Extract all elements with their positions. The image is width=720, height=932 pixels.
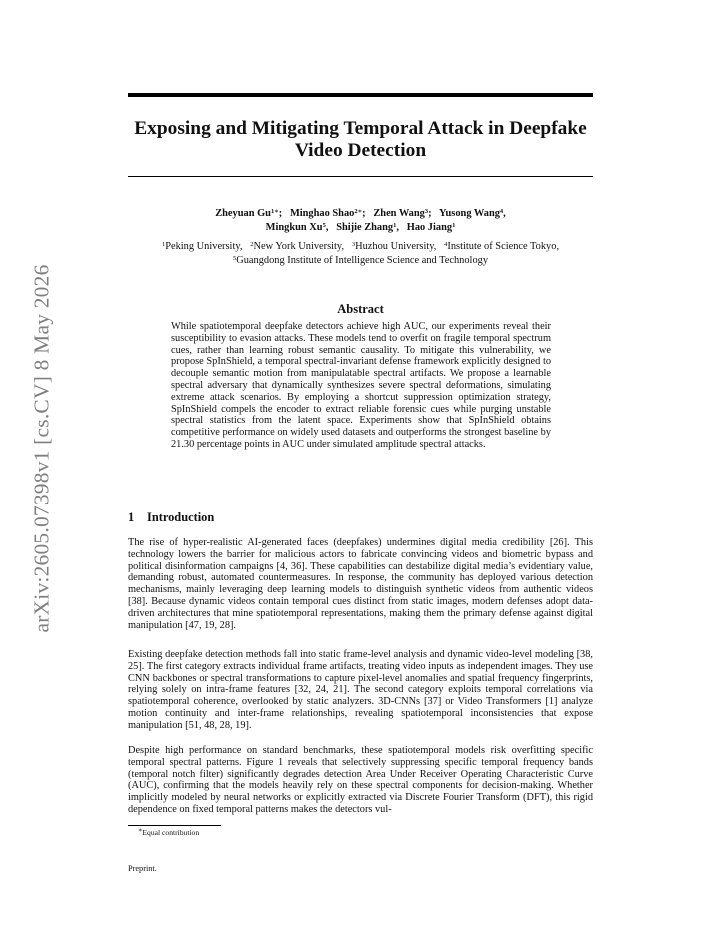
author-line-2: Mingkun Xu$^5$, Shijie Zhang$^1$, Hao Jiang$^1$ xyxy=(265,221,456,233)
affiliation-line-2 xyxy=(128,254,593,268)
affiliation: $^5$Guangdong Institute of Intelligence Science and Technology xyxy=(232,254,489,266)
footnote-rule xyxy=(128,825,221,826)
body-paragraph: Despite high performance on standard benchmarks, these spatiotemporal models risk overfitting specific temporal spectral patterns. Figure 1 reveals that selectively suppressing specific temporal frequency bands (temporal notch filter) significantly degrades detection Area Under Receiver Operating Characteristic Curve (AUC), confirming that the models heavily rely on these spectral components for decision-making. Whether implicitly modeled by neural networks or explicitly extracted via Discrete Fourier Transform (DFT), this rigid dependence on fixed temporal patterns makes the detectors vul- xyxy=(128,745,593,815)
title-line-2: Video Detection xyxy=(294,140,427,161)
author: Yusong Wang$^4$ xyxy=(438,208,504,219)
author: Minghao Shao$^{2∗}$ xyxy=(289,208,363,219)
body-paragraph: The rise of hyper-realistic AI-generated faces (deepfakes) undermines digital media credibility [26]. This technology lowers the barrier for malicious actors to fabricate convincing videos and biometric bypass and political disinformation campaigns [4, 36]. These capabilities can destabilize digital media’s evidentiary value, demanding robust, automated countermeasures. In response, the community has deployed various detection mechanisms, mainly leveraging deep learning models to distinguish synthetic videos from authentic videos [38]. Because dynamic videos contain temporal cues distinct from static images, modern defenses adopt data-driven architectures that mine spatiotemporal representations, making them the primary defense against digital manipulation [47, 19, 28]. xyxy=(128,537,593,631)
author-line-1: Zheyuan $Gu^{1∗}$; Minghao Shao$^{2∗}$; Zhen Wang$^3$; Yusong Wang$^4$, xyxy=(215,208,506,219)
paper-title xyxy=(128,118,593,162)
body-paragraph: Existing deepfake detection methods fall into static frame-level analysis and dynamic video-level modeling [38, 25]. The first category extracts individual frame artifacts, treating video inputs as independent images. They use CNN backbones or spectral transformations to capture pixel-level anomalies and spatial frequency fingerprints, relying solely on intra-frame features [32, 24, 21]. The second category exploits temporal correlations via spatiotemporal coherence, overlooked by static analyzers. 3D-CNNs [37] or Video Transformers [1] analyze motion continuity and inter-frame relationships, revealing spatiotemporal inconsistencies that expose manipulation [51, 48, 28, 19]. xyxy=(128,649,593,731)
author: Shijie Zhang$^1$ xyxy=(336,221,397,233)
footnote: ∗Equal contribution xyxy=(138,827,200,837)
arxiv-identifier-stamp: arXiv:2605.07398v1 [cs.CV] 8 May 2026 xyxy=(29,264,54,633)
title-line-1: Exposing and Mitigating Temporal Attack in Deepfake xyxy=(134,118,587,139)
affiliation: $^4$Institute of Science Tokyo xyxy=(444,241,557,252)
author: Zhen Wang$^3$ xyxy=(373,208,429,219)
abstract-heading: Abstract xyxy=(337,302,384,316)
affiliation: $^2$New York University xyxy=(250,241,342,252)
section-title: Introduction xyxy=(147,510,215,524)
affiliation-list xyxy=(128,240,593,267)
author: Zheyuan $Gu^{1∗}$ xyxy=(215,208,279,219)
section-heading xyxy=(128,510,214,525)
author: Hao Jiang$^1$ xyxy=(406,221,456,233)
footer-label: Preprint. xyxy=(128,864,157,873)
abstract-text: While spatiotemporal deepfake detectors achieve high AUC, our experiments reveal their susceptibility to evasion attacks. These models tend to overfit on fragile temporal spectrum cues, rather than learning robust semantic causality. To mitigate this vulnerability, we propose SpInShield, a temporal spectral-invariant defense framework explicitly designed to decouple semantic motion from manipulatable spectral artifacts. We propose a learnable spectral adversary that dynamically synthesizes severe spectral deformations, simulating extreme attack scenarios. By employing a shortcut suppression optimization strategy, SpInShield compels the encoder to extract reliable forensic cues while purging unstable spectral statistics from the latent space. Experiments show that SpInShield obtains competitive performance on widely used datasets and outperforms the strongest baseline by 21.30 percentage points in AUC under simulated amplitude spectral attacks. xyxy=(171,321,551,450)
affiliation: $^3$Huzhou University xyxy=(351,241,434,252)
affiliation: $^1$Peking University xyxy=(161,241,240,252)
author-list xyxy=(128,207,593,234)
author: Mingkun Xu$^5$ xyxy=(265,221,326,233)
affiliation-line-1: $^1$Peking University, $^2$New York University, $^3$Huzhou University, $^4$Institute of Science Tokyo, xyxy=(161,241,560,252)
section-number: 1 xyxy=(128,510,135,524)
title-bottom-rule xyxy=(128,176,593,177)
title-top-rule xyxy=(128,93,593,97)
